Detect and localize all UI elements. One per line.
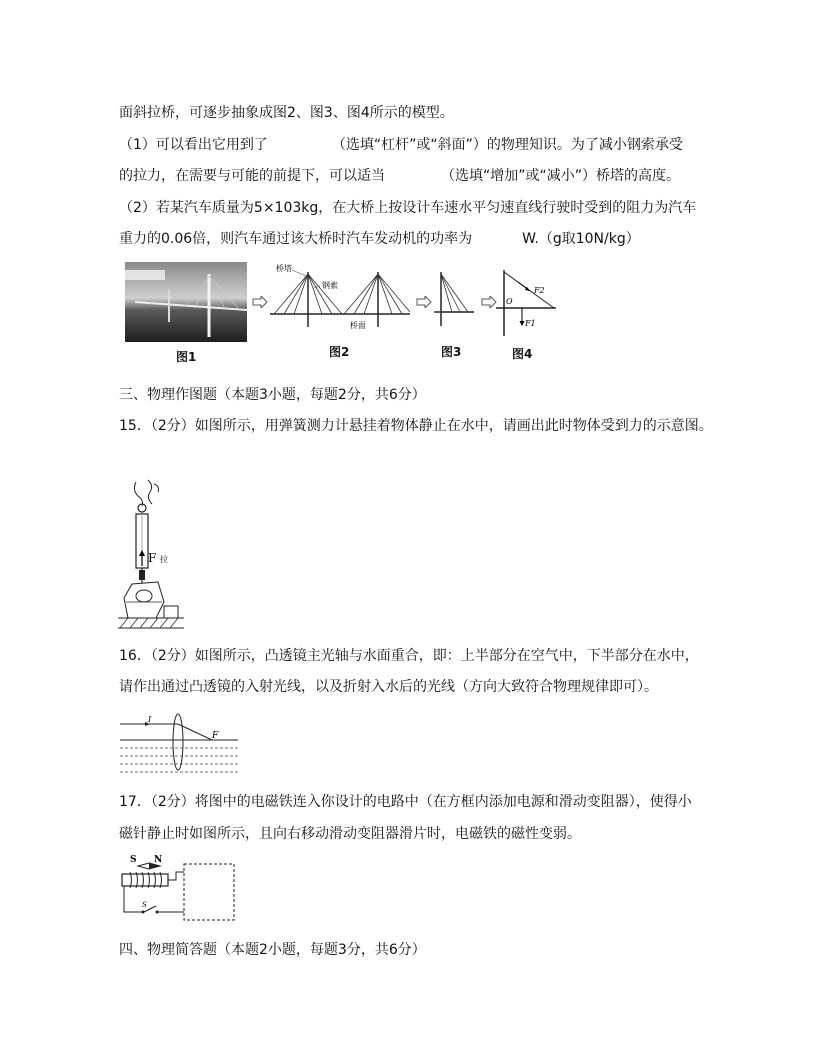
fig3-caption: 图3 [441,345,462,359]
label-tower: 桥塔 [276,264,292,273]
label-O: O [506,297,513,306]
bridge-photo [125,262,247,342]
label-N: N [154,855,163,865]
q14-line1: 面斜拉桥，可逐步抽象成图2、图3、图4所示的模型。 [119,105,454,121]
fig4-caption: 图4 [512,347,533,361]
q17-line2: 磁针静止时如图所示，且向右移动滑动变阻器滑片时，电磁铁的磁性变弱。 [119,826,581,842]
arrow-right-icon [416,296,432,312]
label-S: S [130,855,137,865]
q16-line2: 请作出通过凸透镜的入射光线，以及折射入水后的光线（方向大致符合物理规律即可）。 [119,679,658,695]
q14-part4-a: 重力的0.06倍，则汽车通过该大桥时汽车发动机的功率为 [119,231,473,247]
arrow-right-icon [481,296,497,312]
label-cable: 钢索 [322,281,338,290]
answer-box[interactable] [184,864,234,920]
fig1-caption: 图1 [176,350,197,364]
label-switch: S [142,901,147,909]
q16-line1: 16．（2分）如图所示，凸透镜主光轴与水面重合，即：上半部分在空气中，下半部分在水中， [119,648,699,664]
label-F2: F2 [534,286,545,295]
q14-part1 [119,136,683,154]
label-F-pull: F [148,551,157,565]
bridge-model-fig2 [270,262,410,337]
q14-part4 [119,230,640,248]
fig2-caption: 图2 [329,345,350,359]
convex-lens-water-figure [120,712,238,776]
label-la: 拉 [160,555,168,564]
q17-line1: 17．（2分）将图中的电磁铁连入你设计的电路中（在方框内添加电源和滑动变阻器），使得小 [119,794,692,810]
q14-part2 [119,167,680,185]
bridge-model-fig3 [434,270,474,332]
q14-part3: （2）若某汽车质量为5×103kg，在大桥上按设计车速水平匀速直线行驶时受到的阻力为汽车 [119,200,697,216]
section-4-heading: 四、物理简答题（本题2小题，每题3分，共6分） [119,942,426,958]
arrow-right-icon [252,296,268,312]
lever-model-fig4 [496,268,560,338]
q14-part1-a: （1）可以看出它用到了 [119,137,268,153]
label-incident: I [148,715,152,724]
label-F1: F1 [525,319,536,328]
label-deck: 桥面 [350,321,366,330]
label-focus-F: F [212,731,219,741]
q14-part2-a: 的拉力，在需要与可能的前提下，可以适当 [119,168,385,184]
electromagnet-circuit-figure [116,852,238,924]
q14-part1-b: （选填“杠杆”或“斜面”）的物理知识。为了减小钢索承受 [331,137,683,153]
spring-scale-figure [118,478,188,630]
q14-part2-b: （选填“增加”或“减小”）桥塔的高度。 [441,168,681,184]
section-3-heading: 三、物理作图题（本题3小题，每题2分，共6分） [119,387,426,403]
q14-part4-b: W.（g取10N/kg） [522,231,640,247]
q15-text: 15．（2分）如图所示，用弹簧测力计悬挂着物体静止在水中，请画出此时物体受到力的示意图。 [119,418,713,434]
